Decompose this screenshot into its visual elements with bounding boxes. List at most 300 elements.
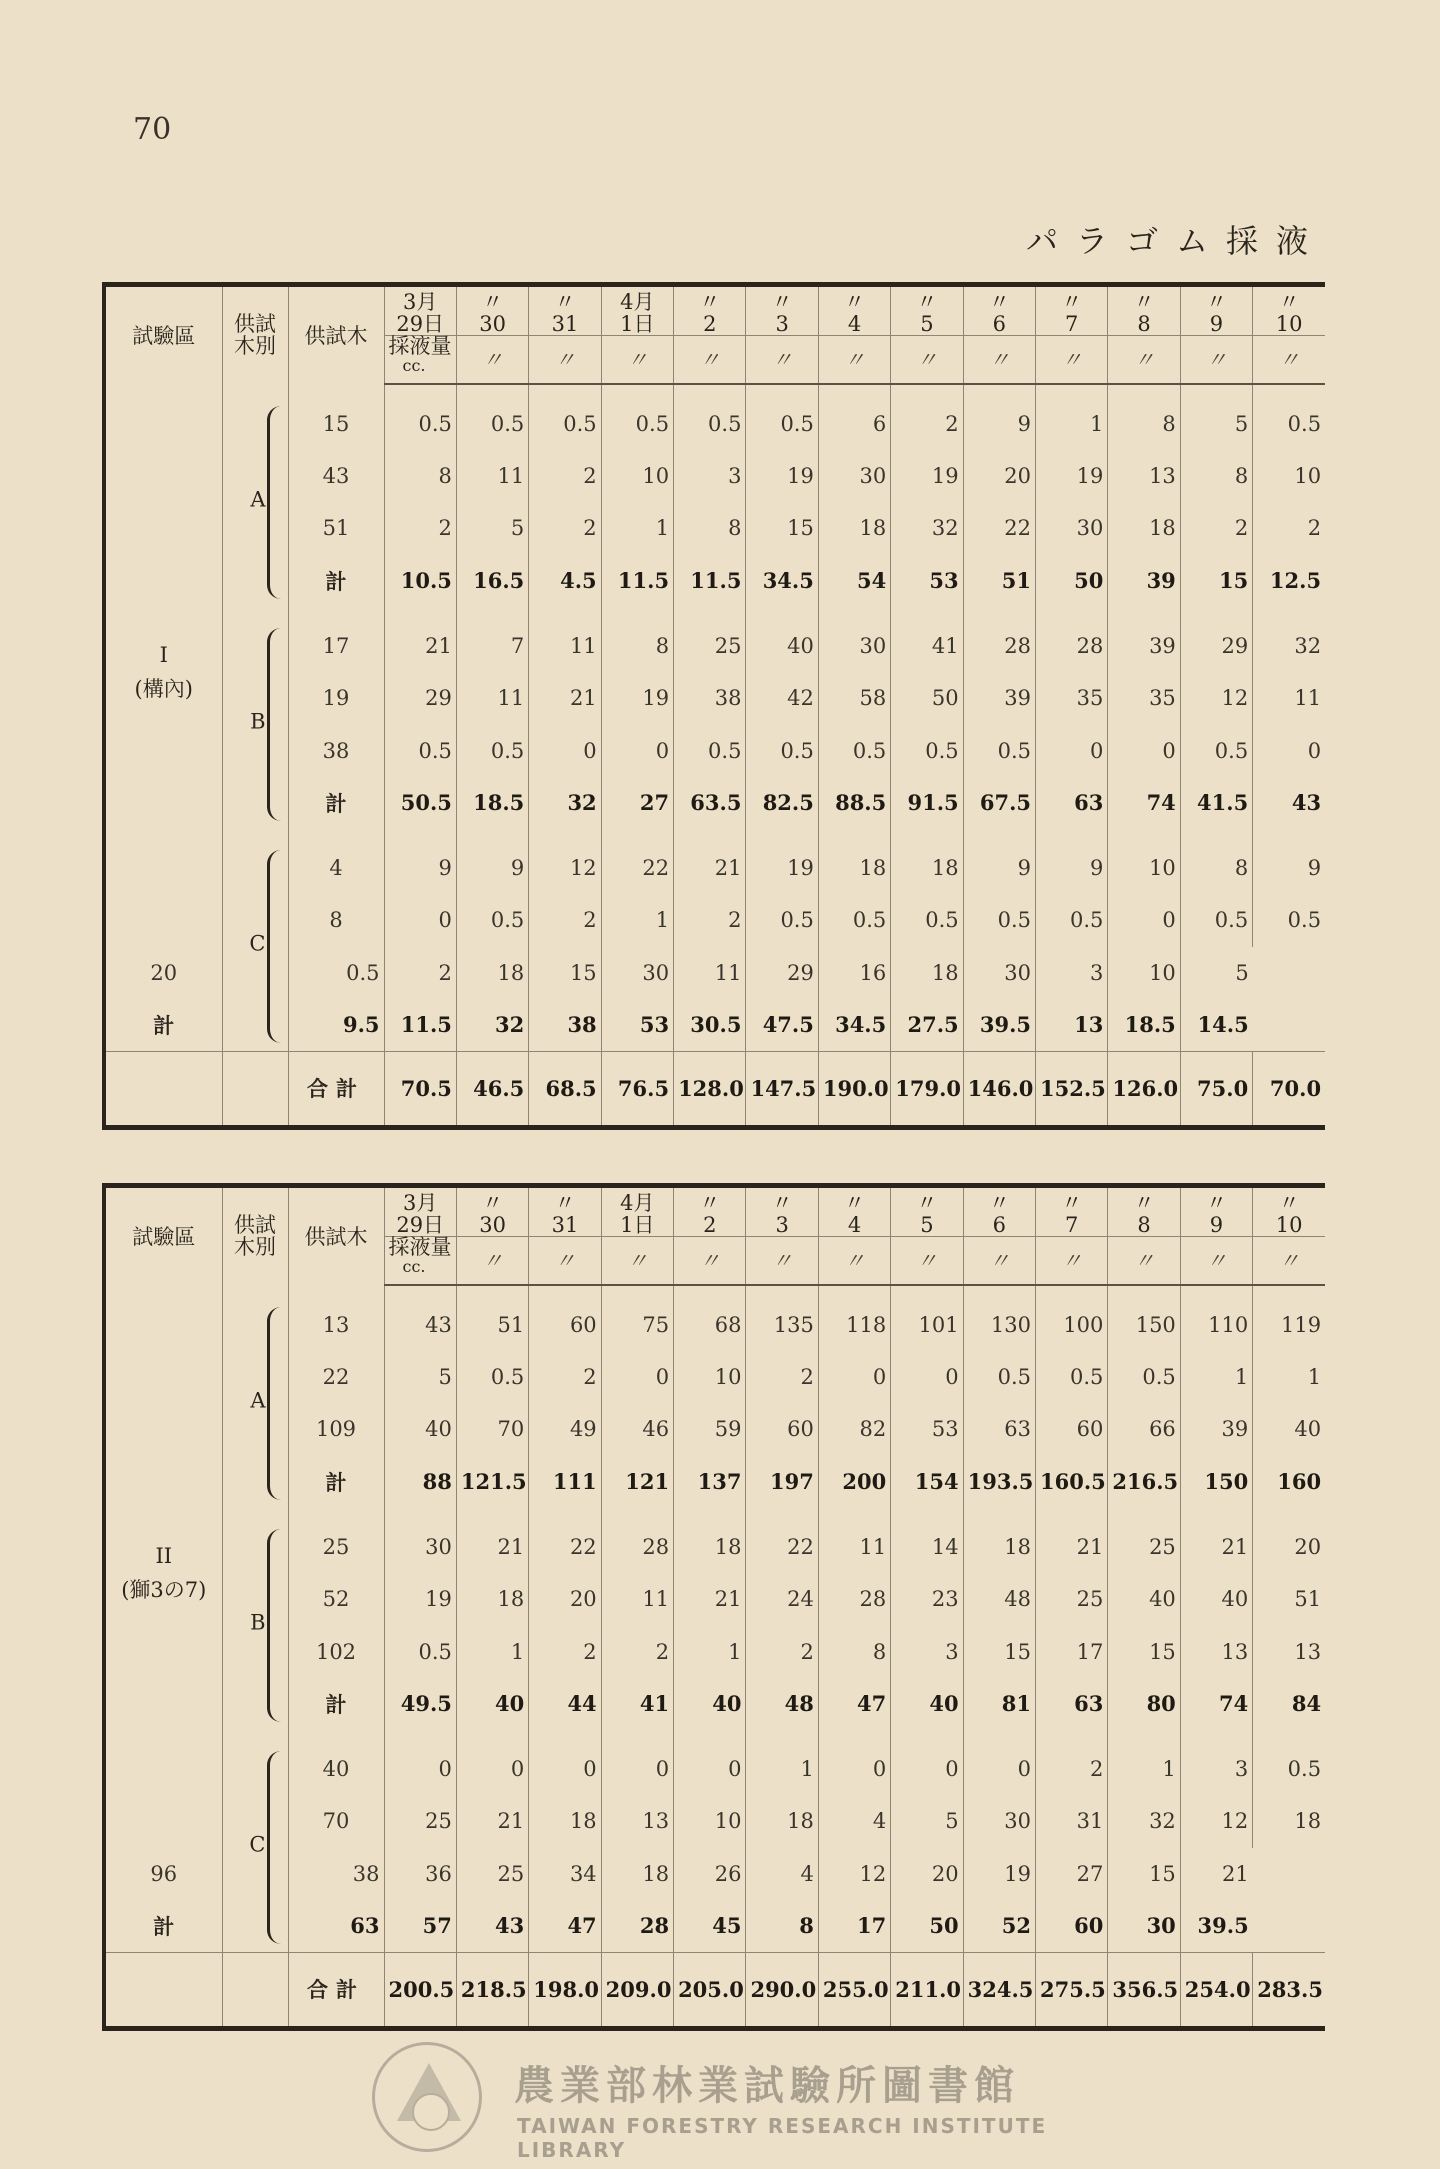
value-cell: 15 [529,947,601,999]
date-day: 9 [1209,312,1224,337]
value-cell: 8 [1108,398,1180,450]
subtotal-cell: 15 [1180,555,1252,607]
tree-id: 8 [288,894,384,946]
subtotal-cell: 51 [963,555,1035,607]
library-watermark [372,2042,1072,2162]
value-cell: 48 [963,1573,1035,1625]
date-header [1180,1186,1252,1237]
value-cell: 0.5 [891,894,963,946]
subtotal-cell: 8 [746,1900,818,1952]
value-cell: 0 [818,1351,890,1403]
date-day: 10 [1275,312,1303,337]
spacer-cell [384,607,456,620]
value-cell: 5 [891,1795,963,1847]
total-cell: 255.0 [818,1952,890,2028]
value-cell: 0 [818,1743,890,1795]
spacer-cell [674,1508,746,1521]
subtotal-label: 計 [288,1456,384,1508]
value-cell: 30 [818,620,890,672]
date-month: 〃 [1278,290,1300,315]
date-day: 8 [1137,312,1151,337]
brace-icon [267,1307,288,1500]
value-cell: 25 [384,1795,456,1847]
value-cell: 1 [1180,1351,1252,1403]
plot-location: (構內) [134,677,193,702]
value-cell: 21 [674,1573,746,1625]
value-cell: 63 [963,1403,1035,1455]
value-cell: 12 [1180,672,1252,724]
subtotal-cell: 30 [1108,1900,1180,1952]
spacer-cell [601,607,673,620]
value-cell: 19 [1036,450,1108,502]
subtotal-cell: 63 [288,1900,384,1952]
subtotal-cell: 49.5 [384,1678,456,1730]
date-day: 31 [551,312,579,337]
subtotal-cell: 28 [601,1900,673,1952]
value-cell: 8 [1180,842,1252,894]
spacer-cell [963,607,1035,620]
subtotal-cell: 39.5 [1197,1913,1249,1939]
ditto-mark: 〃 [963,1237,1035,1285]
value-cell: 25 [1036,1573,1108,1625]
date-month: 〃 [1278,1191,1300,1216]
spacer-cell [222,1730,288,1743]
date-header [1036,1186,1108,1237]
value-cell: 0 [1036,724,1108,776]
value-cell: 30 [601,947,673,999]
value-cell: 2 [529,894,601,946]
gap-cell [818,1285,890,1299]
subtotal-cell: 84 [1291,1691,1322,1717]
subtotal-cell: 197 [746,1456,818,1508]
value-cell: 28 [601,1521,673,1573]
subtotal-cell: 91.5 [891,777,963,829]
subtotal-cell: 34.5 [818,999,890,1051]
brace-icon [267,1529,288,1722]
value-cell: 19 [963,1848,1035,1900]
subtotal-cell: 63 [1036,1678,1108,1730]
total-cell: 275.5 [1036,1952,1108,2028]
value-cell: 19 [891,450,963,502]
value-cell: 18 [891,842,963,894]
value-cell: 1 [1108,1743,1180,1795]
value-cell: 31 [1036,1795,1108,1847]
value-cell: 13 [601,1795,673,1847]
value-cell: 3 [891,1625,963,1677]
date-day: 9 [1209,1213,1224,1238]
gap-cell [384,384,456,398]
gap-cell [104,384,222,398]
date-day: 7 [1065,1213,1079,1238]
value-cell: 9 [1036,842,1108,894]
gap-cell [104,1285,222,1299]
subtotal-cell: 88 [384,1456,456,1508]
date-day: 7 [1065,312,1079,337]
plot-header: 試驗區 [104,1186,222,1285]
brace-icon [267,1751,288,1944]
date-header [601,1186,673,1237]
value-cell: 0.5 [456,398,528,450]
total-cell: 190.0 [818,1051,890,1127]
value-cell: 51 [456,1299,528,1351]
subtotal-cell: 32 [529,777,601,829]
value-cell: 40 [1108,1573,1180,1625]
ditto-mark: 〃 [1036,336,1108,384]
spacer-cell [456,829,528,842]
subtotal-cell: 50 [1036,555,1108,607]
value-cell: 29 [746,947,818,999]
date-month: 〃 [554,1191,576,1216]
tree-id: 109 [288,1403,384,1455]
value-cell: 68 [674,1299,746,1351]
subtotal-cell: 47 [529,1900,601,1952]
value-cell: 0.5 [288,947,384,999]
value-cell: 1 [674,1625,746,1677]
value-cell: 19 [384,1573,456,1625]
value-cell: 32 [891,502,963,554]
subtotal-cell: 12.5 [1269,568,1322,594]
date-month: 〃 [844,290,866,315]
total-cell: 290.0 [746,1952,818,2028]
value-cell: 18 [818,502,890,554]
page-title: パラゴム採液 [1025,222,1326,260]
gap-cell [222,384,288,398]
value-cell: 18 [963,1521,1035,1573]
plot-number: I [159,643,168,668]
total-cell: 209.0 [601,1952,673,2028]
date-month: 3月 [403,290,438,315]
subtotal-cell: 47 [818,1678,890,1730]
ditto-mark: 〃 [818,1237,890,1285]
value-cell: 2 [1036,1743,1108,1795]
subtotal-cell: 43 [1291,790,1322,816]
date-month: 〃 [988,290,1010,315]
value-cell: 0.5 [891,724,963,776]
value-cell: 1 [1036,398,1108,450]
value-cell: 35 [1108,672,1180,724]
spacer-cell [818,1730,890,1743]
latex-table-plot-1 [102,282,1323,1130]
value-cell: 5 [1180,398,1252,450]
subtotal-cell: 150 [1180,1456,1252,1508]
value-cell: 2 [674,894,746,946]
spacer-cell [1180,1730,1252,1743]
total-cell: 46.5 [456,1051,528,1127]
value-cell: 49 [529,1403,601,1455]
total-cell: 146.0 [963,1051,1035,1127]
value-cell: 30 [963,1795,1035,1847]
value-cell: 0 [1307,738,1322,763]
date-header [963,285,1035,336]
total-cell: 76.5 [601,1051,673,1127]
spacer-cell [891,829,963,842]
date-day: 4 [847,1213,862,1238]
value-cell: 18 [746,1795,818,1847]
group-letter: A [250,487,266,512]
value-cell: 150 [1108,1299,1180,1351]
value-cell: 0 [601,1743,673,1795]
date-day: 10 [1275,1213,1303,1238]
spacer-cell [1036,1508,1108,1521]
spacer-cell [384,1730,456,1743]
value-cell: 0.5 [601,398,673,450]
gap-cell [963,1285,1035,1299]
subtotal-cell: 67.5 [963,777,1035,829]
date-day: 3 [775,1213,789,1238]
collection-table [102,1183,1325,2031]
value-cell: 21 [456,1795,528,1847]
value-cell: 3 [1036,947,1108,999]
gap-cell [746,384,818,398]
value-cell: 18 [456,1573,528,1625]
unit-label: 採液量 [388,1235,452,1260]
tree-header: 供試木 [288,285,384,384]
value-cell: 1 [601,894,673,946]
unit-sub: cc. [402,1257,426,1277]
date-day: 3 [775,312,789,337]
value-cell: 21 [674,842,746,894]
date-day: 29日 [396,1213,445,1238]
gap-cell [529,1285,601,1299]
date-month: 〃 [1205,290,1227,315]
plot-header: 試驗區 [104,285,222,384]
value-cell: 42 [746,672,818,724]
value-cell: 0 [384,894,456,946]
subtotal-cell: 41.5 [1180,777,1252,829]
value-cell: 28 [1036,620,1108,672]
value-cell: 1 [1307,1365,1322,1390]
value-cell: 14 [891,1521,963,1573]
spacer-cell [529,829,601,842]
gap-cell [818,384,890,398]
tree-id: 51 [288,502,384,554]
subtotal-cell: 39 [1108,555,1180,607]
value-cell: 0.5 [1108,1351,1180,1403]
value-cell: 0.5 [674,724,746,776]
value-cell: 0 [891,1743,963,1795]
date-header [746,285,818,336]
gap-cell [674,1285,746,1299]
value-cell: 2 [384,502,456,554]
value-cell: 5 [456,502,528,554]
value-cell: 40 [1180,1573,1252,1625]
gap-cell [1108,384,1180,398]
total-cell: 128.0 [674,1051,746,1127]
value-cell: 0 [384,1743,456,1795]
date-month: 〃 [916,1191,938,1216]
value-cell: 19 [746,842,818,894]
date-month: 〃 [1061,1191,1083,1216]
total-cell: 324.5 [963,1952,1035,2028]
total-cell: 126.0 [1108,1051,1180,1127]
tree-id: 17 [288,620,384,672]
value-cell: 3 [1180,1743,1252,1795]
value-cell: 1 [456,1625,528,1677]
spacer-cell [1253,1730,1325,1743]
date-header [1108,1186,1180,1237]
value-cell: 60 [529,1299,601,1351]
date-month: 〃 [771,290,793,315]
value-cell: 0.5 [1287,908,1322,933]
spacer-cell [818,829,890,842]
date-day: 6 [992,1213,1006,1238]
spacer-cell [1180,607,1252,620]
date-header [818,285,890,336]
ditto-mark: 〃 [746,336,818,384]
ditto-mark: 〃 [746,1237,818,1285]
value-cell: 18 [601,1848,673,1900]
value-cell: 9 [384,842,456,894]
value-cell: 16 [818,947,890,999]
value-cell: 10 [1294,464,1322,489]
total-cell: 211.0 [891,1952,963,2028]
date-month: 〃 [844,1191,866,1216]
subtotal-cell: 137 [674,1456,746,1508]
value-cell: 39 [1180,1403,1252,1455]
tree-id: 13 [288,1299,384,1351]
gap-cell [1253,384,1325,398]
value-cell: 40 [746,620,818,672]
group-label [222,1743,288,1952]
value-cell: 0 [529,724,601,776]
ditto-mark: 〃 [1036,1237,1108,1285]
subtotal-cell: 9.5 [288,999,384,1051]
subtotal-cell: 53 [891,555,963,607]
subtotal-cell: 50 [891,1900,963,1952]
value-cell: 38 [288,1848,384,1900]
subtotal-cell: 43 [456,1900,528,1952]
value-cell: 0.5 [818,724,890,776]
date-month: 〃 [988,1191,1010,1216]
value-cell: 0 [456,1743,528,1795]
subtotal-cell: 11.5 [601,555,673,607]
plot-location: (獅3の7) [121,1578,207,1603]
date-month: 〃 [699,290,721,315]
spacer-cell [1108,1508,1180,1521]
subtotal-label: 計 [104,999,222,1051]
date-month: 〃 [699,1191,721,1216]
gap-cell [456,384,528,398]
gap-cell [384,1285,456,1299]
value-cell: 18 [818,842,890,894]
value-cell: 12 [1180,1795,1252,1847]
value-cell: 0.5 [746,724,818,776]
subtotal-cell: 160.5 [1036,1456,1108,1508]
value-cell: 100 [1036,1299,1108,1351]
tree-id: 20 [104,947,222,999]
plot-number: II [155,1544,173,1569]
value-cell: 15 [1108,1625,1180,1677]
date-day: 4 [847,312,862,337]
brace-icon [267,850,288,1043]
value-cell: 15 [963,1625,1035,1677]
value-cell: 2 [891,398,963,450]
value-cell: 26 [674,1848,746,1900]
date-header [529,1186,601,1237]
date-month: 3月 [403,1191,438,1216]
subtotal-cell: 50.5 [384,777,456,829]
value-cell: 11 [601,1573,673,1625]
subtotal-label: 計 [288,555,384,607]
group-label [222,1299,288,1508]
subtotal-cell: 13 [1036,999,1108,1051]
value-cell: 0 [1108,724,1180,776]
date-header [601,285,673,336]
gap-cell [746,1285,818,1299]
value-cell: 12 [818,1848,890,1900]
ditto-mark: 〃 [674,1237,746,1285]
value-cell: 21 [529,672,601,724]
value-cell: 11 [529,620,601,672]
total-label: 合計 [288,1952,384,2028]
value-cell: 11 [818,1521,890,1573]
unit-label: 採液量 [388,334,452,359]
total-cell: 254.0 [1180,1952,1252,2028]
value-cell: 0 [529,1743,601,1795]
spacer-cell [222,607,288,620]
date-header [529,285,601,336]
value-cell: 0.5 [529,398,601,450]
value-cell: 43 [384,1299,456,1351]
brace-icon [267,406,288,599]
subtotal-cell: 60 [1036,1900,1108,1952]
value-cell: 0 [1108,894,1180,946]
value-cell: 46 [601,1403,673,1455]
total-empty-cell [104,1952,222,2028]
spacer-cell [601,1730,673,1743]
date-month: 〃 [482,1191,504,1216]
subtotal-cell: 63.5 [674,777,746,829]
tree-id: 70 [288,1795,384,1847]
value-cell: 23 [891,1573,963,1625]
total-cell: 152.5 [1036,1051,1108,1127]
collection-table [102,282,1325,1130]
group-header: 供試木別 [222,285,288,384]
value-cell: 0.5 [746,894,818,946]
value-cell: 2 [746,1625,818,1677]
value-cell: 18 [891,947,963,999]
date-header [1108,285,1180,336]
value-cell: 0.5 [1180,724,1252,776]
total-cell: 75.0 [1180,1051,1252,1127]
total-label: 合計 [288,1051,384,1127]
ditto-mark: 〃 [1108,336,1180,384]
value-cell: 0.5 [1287,411,1322,436]
group-label [222,398,288,607]
value-cell: 8 [1180,450,1252,502]
subtotal-cell: 11.5 [674,555,746,607]
total-cell: 200.5 [384,1952,456,2028]
total-empty-cell [222,1051,288,1127]
date-header [384,285,456,336]
watermark-title: 農業部林業試驗所圖書館 [514,2063,1020,2109]
subtotal-cell: 39.5 [963,999,1035,1051]
value-cell: 2 [529,1625,601,1677]
value-cell: 0.5 [1036,1351,1108,1403]
spacer-cell [1253,1508,1325,1521]
value-cell: 4 [818,1795,890,1847]
group-letter: B [250,1611,266,1636]
value-cell: 18 [1108,502,1180,554]
value-cell: 11 [1294,686,1322,711]
spacer-cell [746,829,818,842]
value-cell: 15 [1108,1848,1180,1900]
value-cell: 25 [674,620,746,672]
value-cell: 110 [1180,1299,1252,1351]
date-header [818,1186,890,1237]
ditto-mark: 〃 [529,1237,601,1285]
subtotal-cell: 154 [891,1456,963,1508]
